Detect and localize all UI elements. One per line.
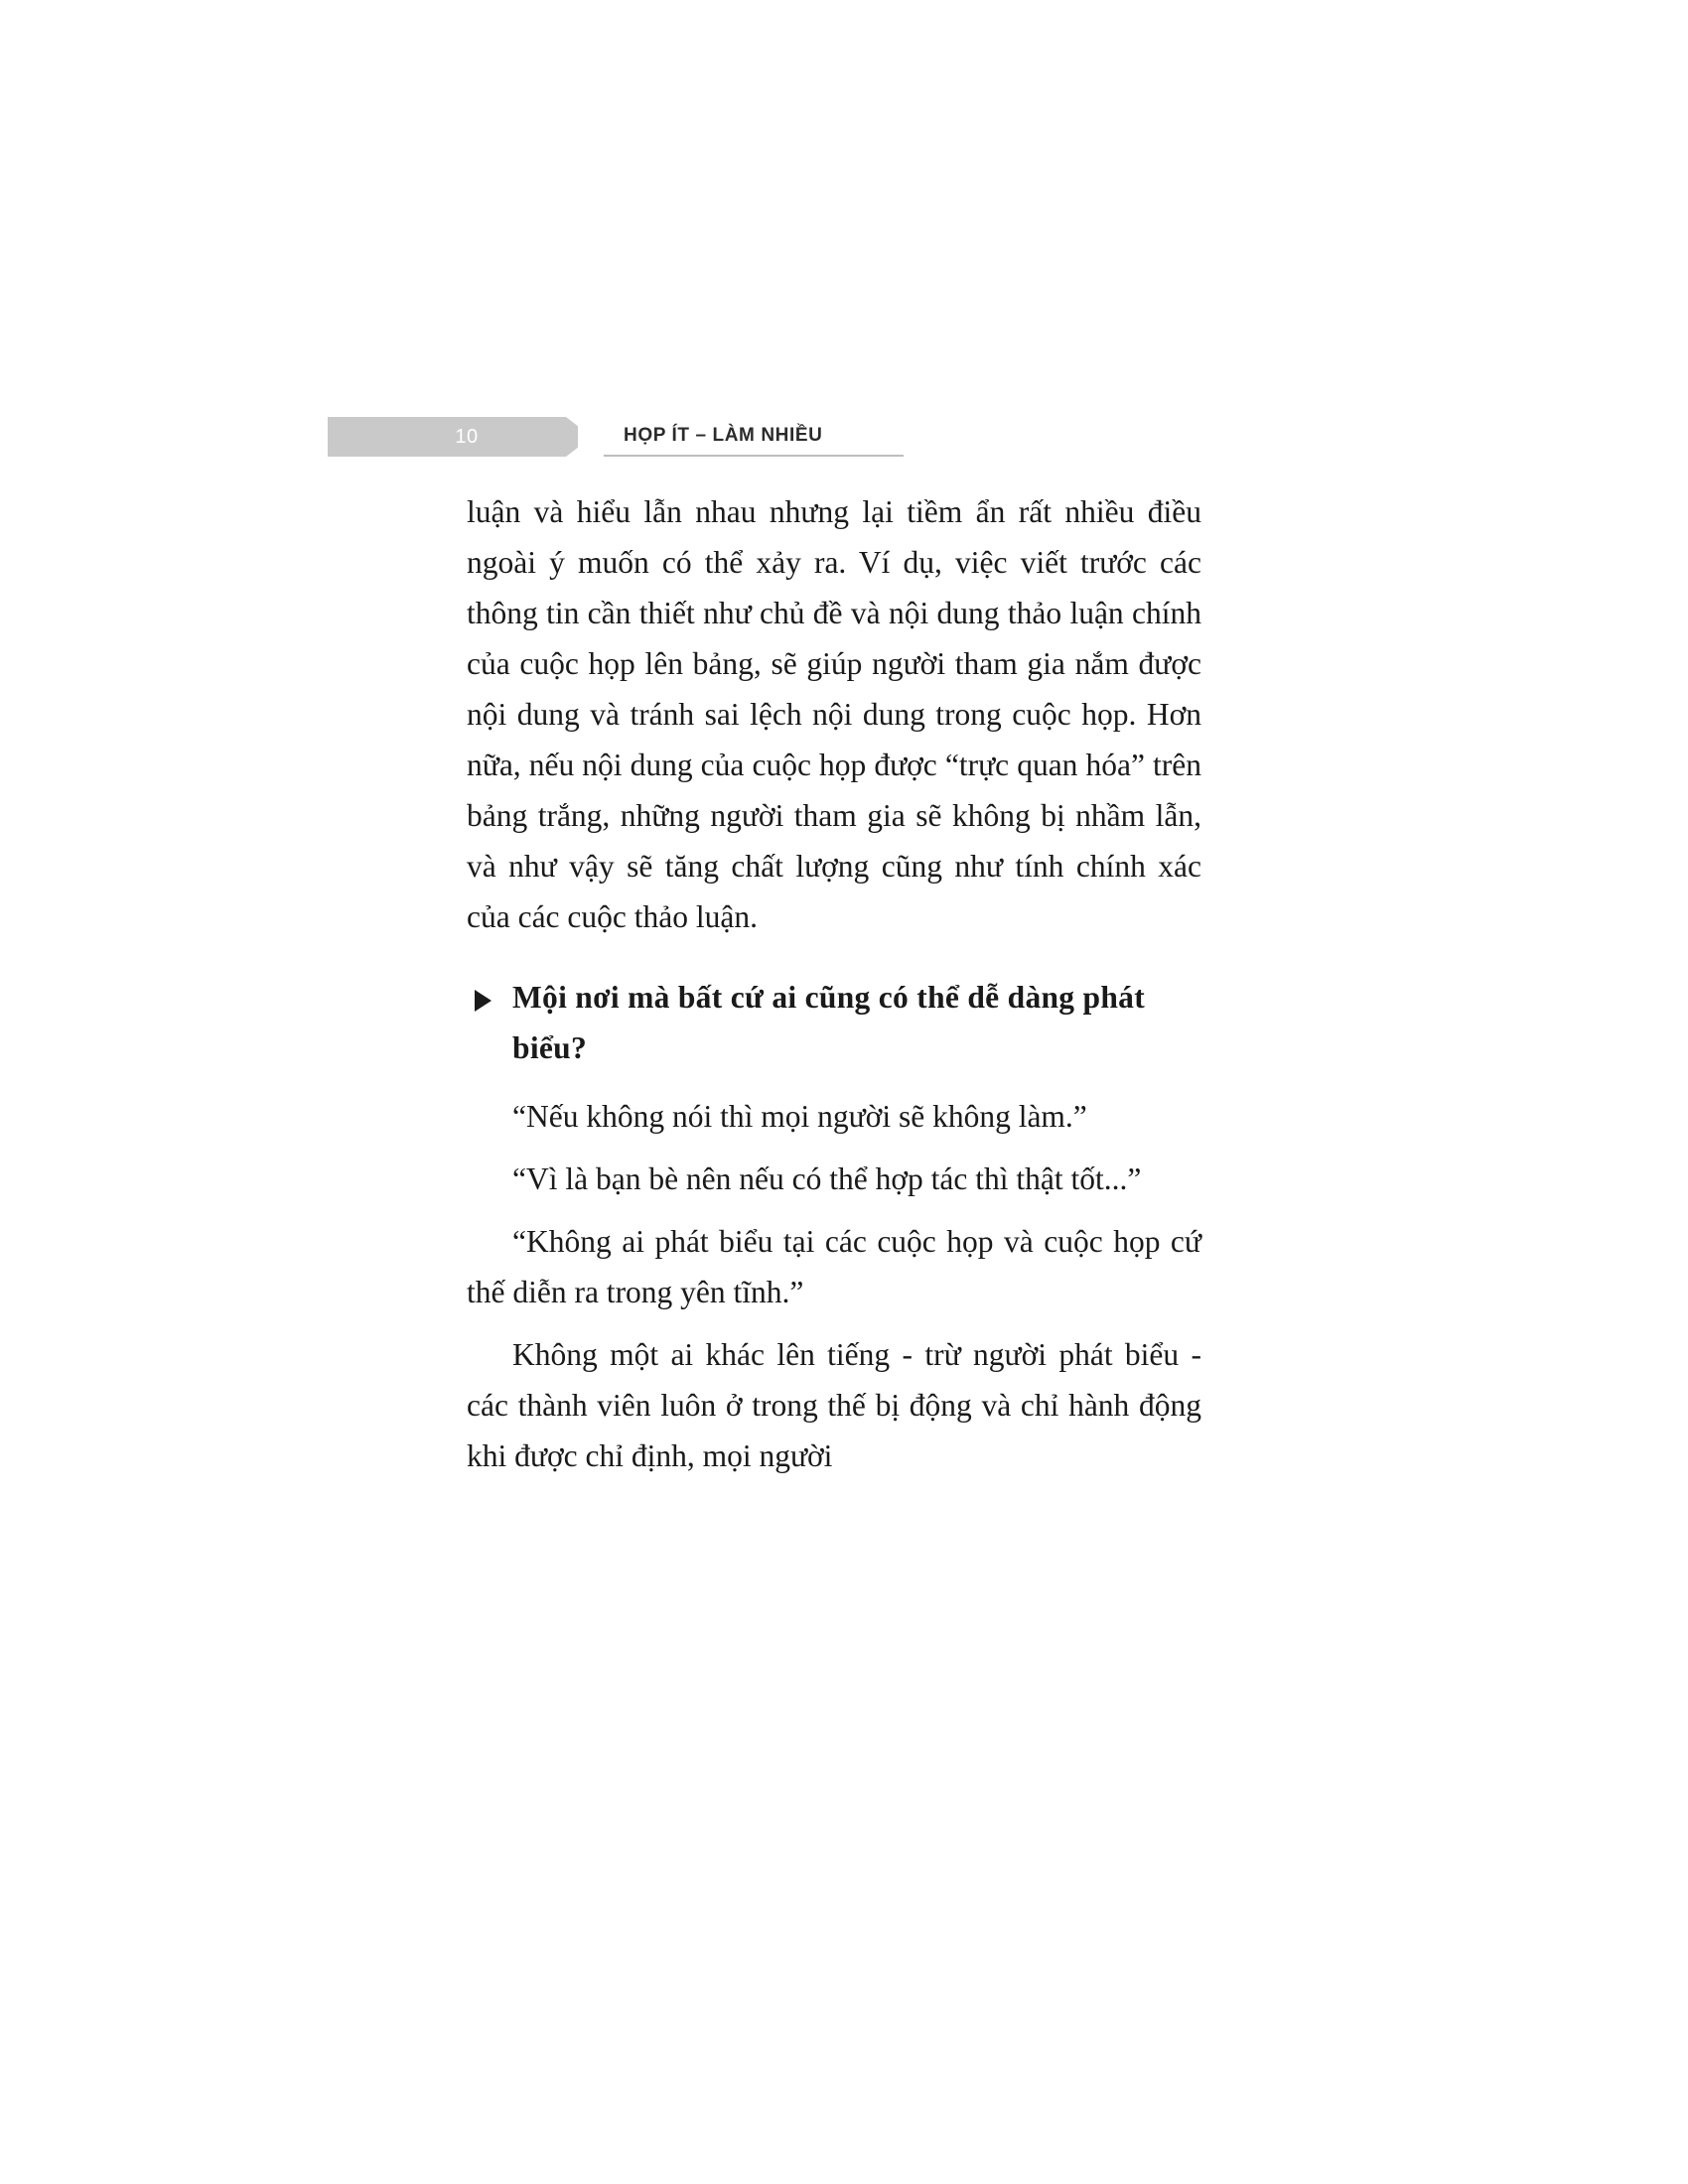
running-title: HỌP ÍT – LÀM NHIỀU [604,417,904,457]
triangle-bullet-icon [475,990,492,1012]
subheading-text: Mội nơi mà bất cứ ai cũng có thể dễ dàng phát biểu? [512,980,1146,1066]
quote-1: “Nếu không nói thì mọi người sẽ không làm.” [512,1099,1087,1135]
paragraph-continued: luận và hiểu lẫn nhau nhưng lại tiềm ẩn rất nhiều điều ngoài ý muốn có thể xảy ra. Ví dụ, việc viết trước các thông tin cần thiết như chủ đề và nội dung thảo luận chính của cuộc họp lên bảng, sẽ giúp người tham gia nắm được nội dung và tránh sai lệch nội dung trong cuộc họp. Hơn nữa, nếu nội dung của cuộc họp được “trực quan hóa” trên bảng trắng, những người tham gia sẽ không bị nhầm lẫn, và như vậy sẽ tăng chất lượng cũng như tính chính xác của các cuộc thảo luận. [467,494,1201,935]
paragraph-last: Không một ai khác lên tiếng - trừ người phát biểu - các thành viên luôn ở trong thế bị động và chỉ hành động khi được chỉ định, mọi người [467,1337,1201,1474]
quote-3: “Không ai phát biểu tại các cuộc họp và cuộc họp cứ thế diễn ra trong yên tĩnh.” [467,1224,1201,1310]
running-header [328,417,904,457]
subheading [467,972,1201,1073]
page-content [467,486,1201,1481]
page-number: 10 [455,425,479,448]
quote-2: “Vì là bạn bè nên nếu có thể hợp tác thì thật tốt...” [512,1161,1142,1197]
page-number-band [328,417,566,457]
header-arrow-notch-icon [578,417,604,457]
